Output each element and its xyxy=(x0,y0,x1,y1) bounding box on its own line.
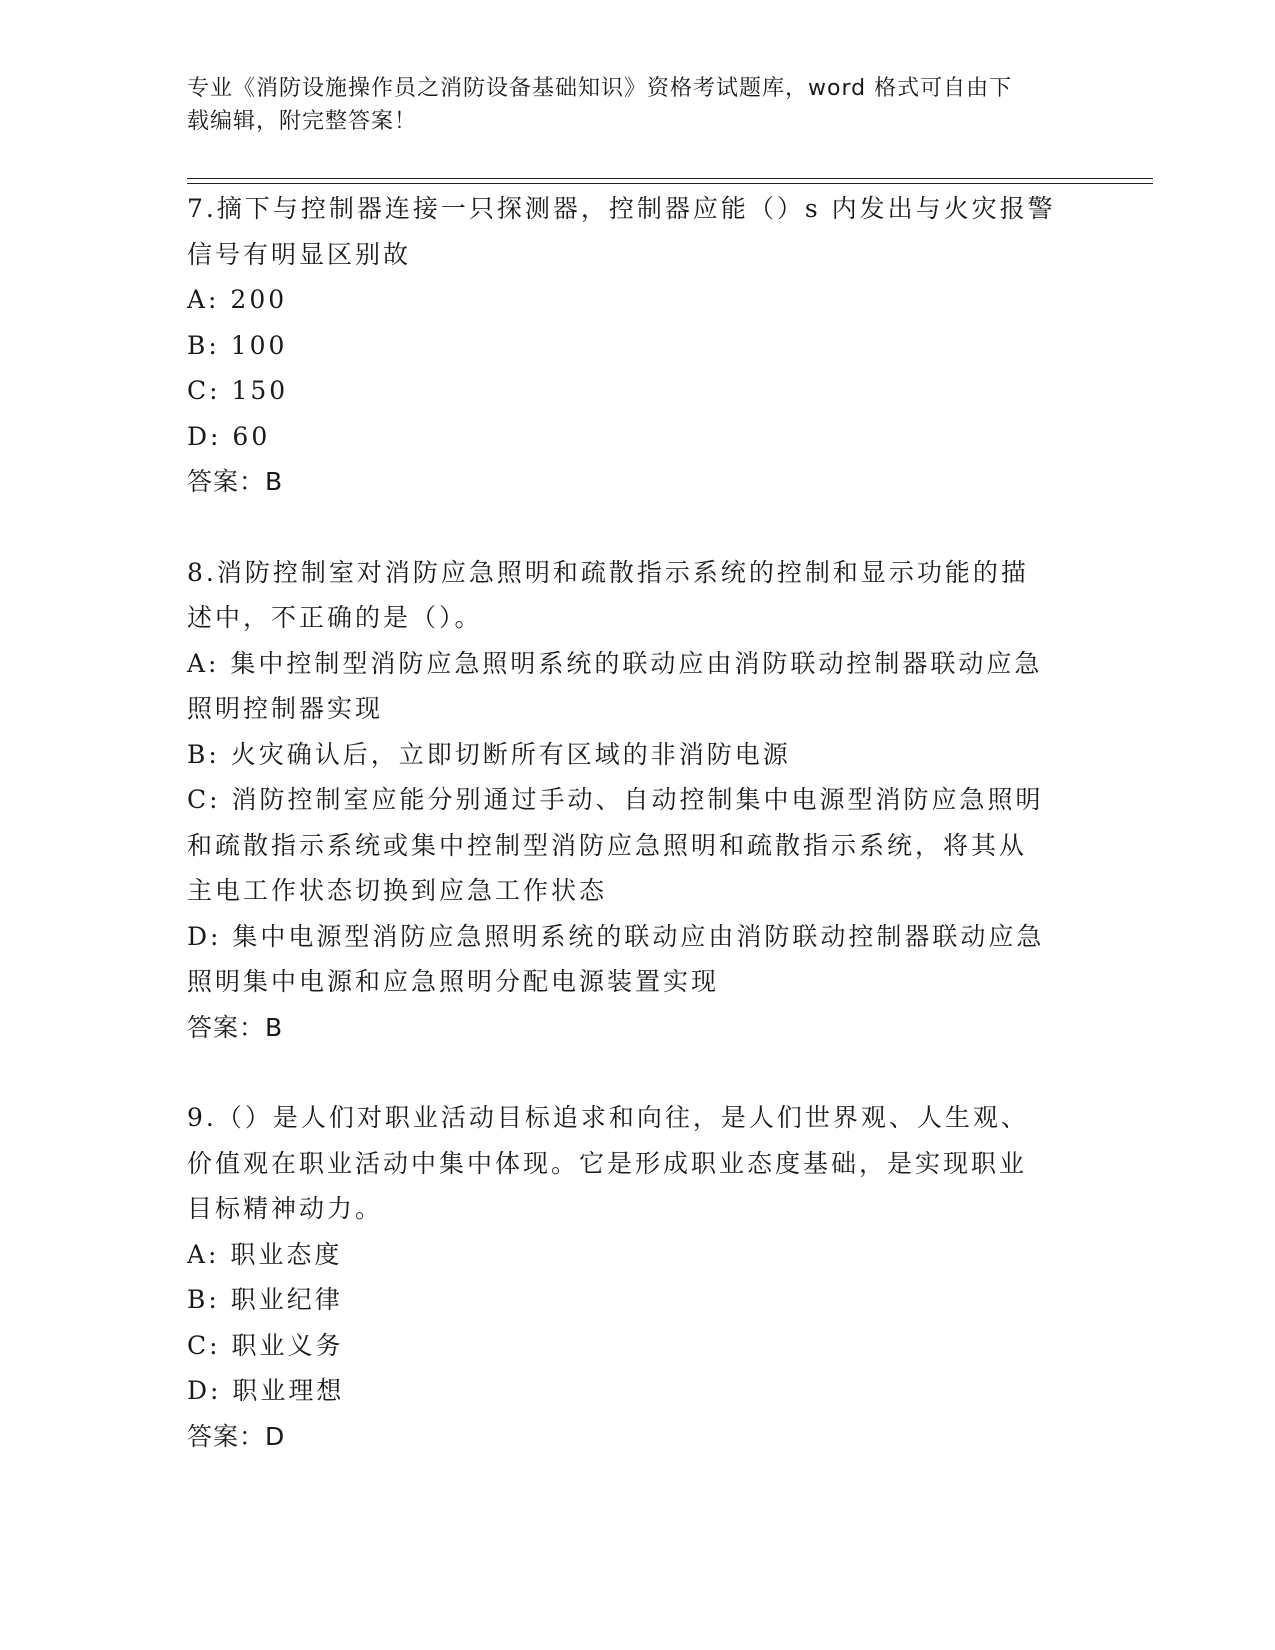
document-header xyxy=(187,72,1067,138)
question-text-line: 信号有明显区别故 xyxy=(187,239,412,269)
answer-option-line: 照明集中电源和应急照明分配电源装置实现 xyxy=(187,967,720,996)
answer-option-line: C: 职业义务 xyxy=(187,1330,344,1360)
answer-option-line: 照明控制器实现 xyxy=(187,694,384,723)
question-block xyxy=(187,1095,1087,1459)
question-text-line: 9.（）是人们对职业活动目标追求和向往，是人们世界观、人生观、 xyxy=(187,1103,1029,1132)
answer-option-line: B: 火灾确认后，立即切断所有区域的非消防电源 xyxy=(187,739,791,769)
question-text-line: 目标精神动力。 xyxy=(187,1194,384,1223)
answer-key: 答案：B xyxy=(187,467,284,496)
question-text-line: 述中，不正确的是（）。 xyxy=(187,603,483,632)
question-text-line: 价值观在职业活动中集中体现。它是形成职业态度基础，是实现职业 xyxy=(187,1148,1028,1178)
answer-option-line: D: 职业理想 xyxy=(187,1376,345,1405)
answer-option-line: 和疏散指示系统或集中控制型消防应急照明和疏散指示系统，将其从 xyxy=(187,830,1028,860)
question-block xyxy=(187,550,1087,1051)
answer-option-line: C: 消防控制室应能分别通过手动、自动控制集中电源型消防应急照明 xyxy=(187,785,1044,814)
header-divider-bottom xyxy=(187,183,1153,184)
answer-key: 答案：B xyxy=(187,1012,284,1042)
answer-option-line: B: 职业纪律 xyxy=(187,1285,343,1314)
question-list xyxy=(187,186,1087,1504)
header-line-1: 专业《消防设施操作员之消防设备基础知识》资格考试题库，word 格式可自由下 xyxy=(187,76,1013,101)
answer-option-line: C: 150 xyxy=(187,376,289,405)
answer-key: 答案：D xyxy=(187,1421,286,1451)
answer-option-line: D: 60 xyxy=(187,421,271,451)
header-line-2: 载编辑，附完整答案！ xyxy=(187,109,418,134)
answer-option-line: 主电工作状态切换到应急工作状态 xyxy=(187,876,608,905)
answer-option-line: B: 100 xyxy=(187,330,288,360)
answer-option-line: A: 200 xyxy=(187,285,288,314)
answer-option-line: D: 集中电源型消防应急照明系统的联动应由消防联动控制器联动应急 xyxy=(187,921,1045,951)
answer-option-line: A: 职业态度 xyxy=(187,1239,343,1269)
question-text-line: 7.摘下与控制器连接一只探测器，控制器应能（）s 内发出与火灾报警 xyxy=(187,194,1056,223)
question-block xyxy=(187,186,1087,505)
question-text-line: 8.消防控制室对消防应急照明和疏散指示系统的控制和显示功能的描 xyxy=(187,557,1029,587)
answer-option-line: A: 集中控制型消防应急照明系统的联动应由消防联动控制器联动应急 xyxy=(187,648,1043,678)
header-divider-top xyxy=(187,178,1153,179)
